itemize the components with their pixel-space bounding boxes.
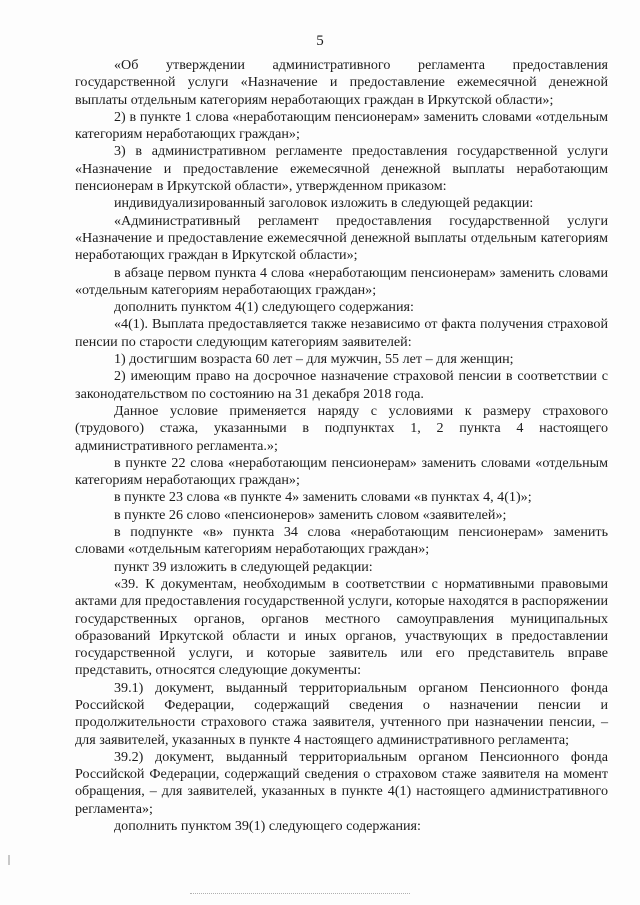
paragraph-4-1-text: «4(1). Выплата предоставляется также независимо от факта получения страховой пенсии по старости следующим категориям заявителей:	[75, 316, 608, 350]
paragraph-heading-instruction: индивидуализированный заголовок изложить в следующей редакции:	[114, 195, 534, 212]
paragraph-39-2: 39.2) документ, выданный территориальным органом Пенсионного фонда Российской Федерации, содержащий сведения о страховом стаже заявителя на момент обращения, – для заявителей, указанных в пункте 4(1) настоящего административного регламента»;	[75, 748, 608, 817]
page-number: 5	[316, 33, 324, 49]
paragraph-point-4-change: в абзаце первом пункта 4 слова «неработающим пенсионерам» заменить словами «отдельным категориям неработающих граждан»;	[75, 264, 608, 298]
paragraph-condition: Данное условие применяется наряду с условиями к размеру страхового (трудового) стажа, указанными в подпунктах 1, 2 пункта 4 настоящего административного регламента.»;	[75, 402, 608, 454]
document-body	[75, 57, 608, 835]
scan-artifact-dots	[190, 893, 410, 895]
paragraph-39-1: 39.1) документ, выданный территориальным органом Пенсионного фонда Российской Федерации, содержащий сведения о назначении пенсии и продолжительности страхового стажа заявителя, учтенного при назначении пенсии, – для заявителей, указанных в пункте 4 настоящего административного регламента;	[75, 679, 608, 748]
paragraph-4-1-sub-1: 1) достигшим возраста 60 лет – для мужчин, 55 лет – для женщин;	[114, 351, 514, 368]
paragraph-item-2: 2) в пункте 1 слова «неработающим пенсионерам» заменить словами «отдельным категориям неработающих граждан»;	[75, 108, 608, 143]
paragraph-point-39-text: «39. К документам, необходимым в соответствии с нормативными правовыми актами для предоставления государственной услуги, которые находятся в распоряжении государственных органов, органов местного самоуправления муниципальных образований Иркутской области и иных органов, участвующих в предоставлении государственной услуги, и которые заявитель или его представитель вправе представить, относятся следующие документы:	[75, 575, 608, 679]
paragraph-point-22: в пункте 22 слова «неработающим пенсионерам» заменить словами «отдельным категориям неработающих граждан»;	[75, 454, 608, 489]
scan-artifact-mark	[8, 855, 10, 865]
paragraph-point-26: в пункте 26 слово «пенсионеров» заменить словом «заявителей»;	[114, 506, 507, 523]
paragraph-item-3: 3) в административном регламенте предоставления государственной услуги «Назначение и предоставление ежемесячной денежной выплаты неработающим пенсионерам в Иркутской области», утвержденном приказом:	[75, 143, 608, 195]
paragraph-point-39-instruction: пункт 39 изложить в следующей редакции:	[114, 558, 373, 575]
paragraph-new-heading: «Административный регламент предоставления государственной услуги «Назначение и предоставление ежемесячной денежной выплаты отдельным категориям неработающих граждан в Иркутской области»;	[75, 212, 608, 264]
paragraph-add-4-1: дополнить пунктом 4(1) следующего содержания:	[114, 299, 414, 316]
paragraph-title-quote: «Об утверждении административного регламента предоставления государственной услуги «Назначение и предоставление ежемесячной денежной выплаты отдельным категориям неработающих граждан в Иркутской области»;	[75, 57, 608, 108]
paragraph-add-39-1: дополнить пунктом 39(1) следующего содержания:	[114, 818, 421, 835]
paragraph-4-1-sub-2: 2) имеющим право на досрочное назначение страховой пенсии в соответствии с законодательством по состоянию на 31 декабря 2018 года.	[75, 368, 608, 402]
paragraph-point-23: в пункте 23 слова «в пункте 4» заменить словами «в пунктах 4, 4(1)»;	[114, 489, 532, 506]
paragraph-point-34: в подпункте «в» пункта 34 слова «неработающим пенсионерам» заменить словами «отдельным категориям неработающих граждан»;	[75, 524, 608, 558]
